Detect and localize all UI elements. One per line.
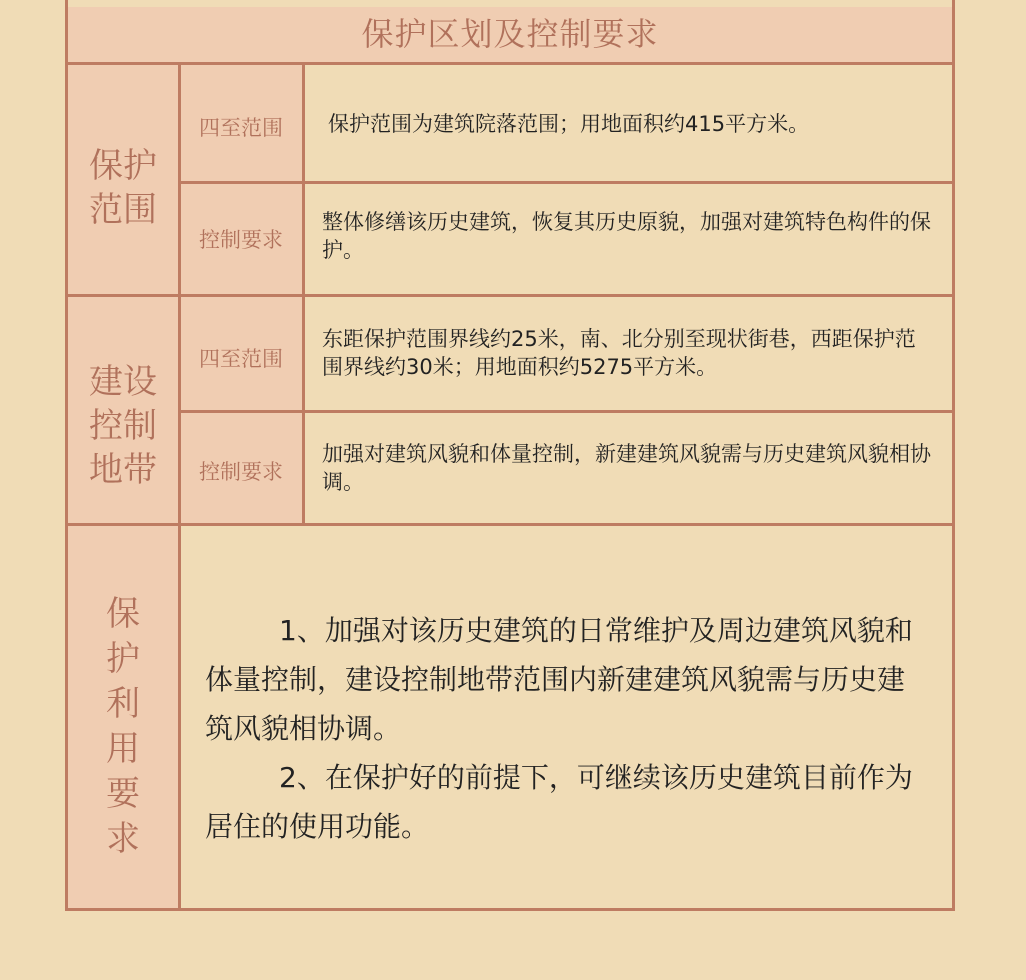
construction-zone-boundaries-text: 东距保护范围界线约25米，南、北分别至现状街巷，西距保护范围界线约30米；用地面积约5275平方米。 — [322, 327, 916, 379]
protection-scope-control-text: 整体修缮该历史建筑，恢复其历史原貌，加强对建筑特色构件的保护。 — [322, 210, 931, 262]
construction-zone-control-text: 加强对建筑风貌和体量控制，新建建筑风貌需与历史建筑风貌相协调。 — [322, 442, 931, 494]
protection-scope-boundaries-text: 保护范围为建筑院落范围；用地面积约415平方米。 — [328, 112, 810, 136]
section-label-line: 建设 — [89, 362, 157, 402]
divider-line — [178, 181, 955, 184]
section-label-char: 利 — [106, 684, 140, 724]
section-label-line: 范围 — [89, 190, 157, 230]
section-label-usage-requirements — [68, 592, 178, 862]
divider-line — [178, 62, 181, 911]
usage-paragraph: 1、加强对该历史建筑的日常维护及周边建筑风貌和体量控制，建设控制地带范围内新建建筑风貌需与历史建筑风貌相协调。 — [205, 614, 913, 745]
sub-label-boundaries: 四至范围 — [199, 347, 283, 371]
section-label-line: 地带 — [89, 450, 157, 490]
usage-paragraph: 2、在保护好的前提下，可继续该历史建筑目前作为居住的使用功能。 — [205, 761, 913, 843]
section-label-char: 求 — [106, 819, 140, 859]
section-label-char: 护 — [106, 639, 140, 679]
sub-label-boundaries: 四至范围 — [199, 116, 283, 140]
sub-label-control: 控制要求 — [199, 228, 283, 252]
table-title: 保护区划及控制要求 — [361, 15, 659, 53]
divider-line — [302, 62, 305, 526]
section-label-line: 保护 — [89, 146, 157, 186]
section-label-char: 保 — [106, 594, 140, 634]
section-label-line: 控制 — [89, 406, 157, 446]
section-label-protection-scope — [68, 144, 178, 232]
divider-line — [65, 62, 955, 65]
sub-label-control: 控制要求 — [199, 460, 283, 484]
section-label-construction-control-zone — [68, 360, 178, 492]
section-label-char: 要 — [106, 774, 140, 814]
divider-line — [178, 410, 955, 413]
usage-requirements-text — [205, 606, 925, 851]
divider-line — [65, 294, 955, 297]
divider-line — [65, 523, 955, 526]
section-label-char: 用 — [106, 729, 140, 769]
